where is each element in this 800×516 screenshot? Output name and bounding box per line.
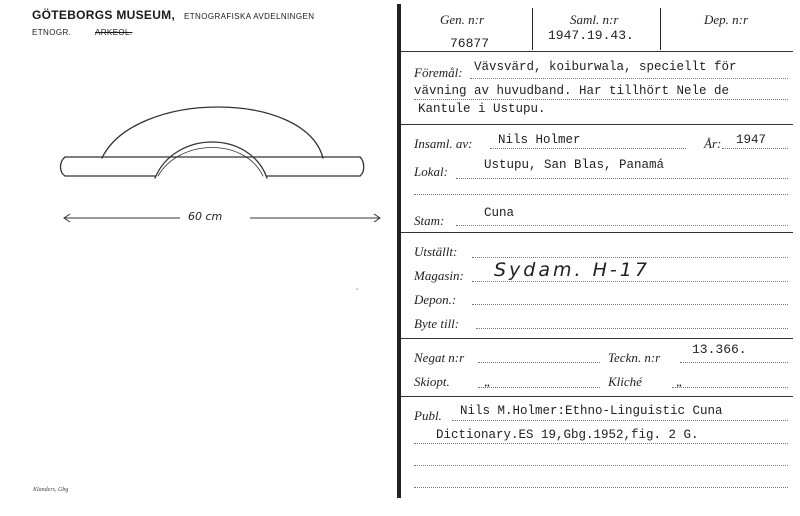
department-code: ETNOGR. (32, 28, 72, 37)
skiopt-value: „ (484, 374, 492, 389)
foremal-line-1: Vävsvärd, koiburwala, speciellt för (474, 60, 737, 74)
negat-dots (478, 362, 600, 363)
header-divider-1 (532, 8, 533, 50)
teckn-dots (680, 362, 788, 363)
ar-label: År: (704, 136, 722, 151)
depon-dots (472, 304, 788, 305)
saml-nr-label: Saml. n:r (570, 12, 619, 27)
foremal-label: Föremål: (414, 65, 463, 80)
stam-rule (401, 232, 793, 233)
publ-dots-4 (414, 487, 788, 488)
kliche-rule (401, 396, 793, 397)
magasin-label: Magasin: (414, 268, 464, 283)
publ-dots-2 (414, 443, 788, 444)
lokal-label: Lokal: (414, 164, 448, 179)
museum-name: GÖTEBORGS MUSEUM, (32, 8, 176, 22)
department-name: ETNOGRAFISKA AVDELNINGEN (184, 12, 315, 21)
negat-label: Negat n:r (414, 350, 465, 365)
lokal-dots-2 (414, 194, 788, 195)
struck-code: ARKEOL. (95, 28, 133, 37)
insaml-dots (490, 148, 686, 149)
byte-label: Byte till: (414, 316, 460, 331)
lokal-dots-1 (456, 178, 788, 179)
gen-nr-label: Gen. n:r (440, 12, 485, 27)
measure-label: 60 cm (188, 210, 223, 223)
insaml-label: Insaml. av: (414, 136, 473, 151)
kliche-value: „ (676, 374, 684, 389)
magasin-dots (472, 281, 788, 282)
publ-label: Publ. (414, 408, 442, 423)
foremal-line-3: Kantule i Ustupu. (418, 102, 546, 116)
stam-value: Cuna (484, 206, 515, 220)
punch-mark: ▫ (356, 287, 359, 293)
skiopt-label: Skiopt. (414, 374, 450, 389)
utstallt-label: Utställt: (414, 244, 458, 259)
dep-nr-label: Dep. n:r (704, 12, 749, 27)
foremal-rule (401, 124, 793, 125)
magasin-value: Sydam. H-17 (494, 259, 650, 281)
kliche-label: Kliché (608, 374, 642, 389)
lokal-value: Ustupu, San Blas, Panamá (484, 158, 665, 172)
stam-dots (456, 225, 788, 226)
header-divider-2 (660, 8, 661, 50)
publ-dots-3 (414, 465, 788, 466)
publ-line-1: Nils M.Holmer:Ethno-Linguistic Cuna (460, 404, 723, 418)
ar-dots (722, 148, 788, 149)
foremal-dots-1 (470, 78, 788, 79)
ar-value: 1947 (736, 133, 767, 147)
kliche-dots (672, 387, 788, 388)
saml-nr-value: 1947.19.43. (548, 28, 634, 43)
publ-line-2: Dictionary.ES 19,Gbg.1952,fig. 2 G. (436, 428, 699, 442)
foremal-line-2: vävning av huvudband. Har tillhört Nele de (414, 84, 730, 98)
depon-label: Depon.: (414, 292, 457, 307)
teckn-value: 13.366. (692, 342, 747, 357)
insaml-value: Nils Holmer (498, 133, 581, 147)
measure-line (60, 210, 385, 226)
teckn-label: Teckn. n:r (608, 350, 661, 365)
stam-label: Stam: (414, 213, 445, 228)
gen-nr-value: 76877 (450, 36, 490, 51)
printer-mark: Klanders, Gbg (33, 487, 69, 493)
header-rule (401, 51, 793, 52)
byte-rule (401, 338, 793, 339)
byte-dots (476, 328, 788, 329)
card-divider (397, 4, 401, 498)
skiopt-dots (478, 387, 600, 388)
utstallt-dots (472, 257, 788, 258)
weaving-sword-drawing (55, 90, 385, 230)
foremal-dots-2 (414, 99, 788, 100)
publ-dots-1 (452, 420, 788, 421)
